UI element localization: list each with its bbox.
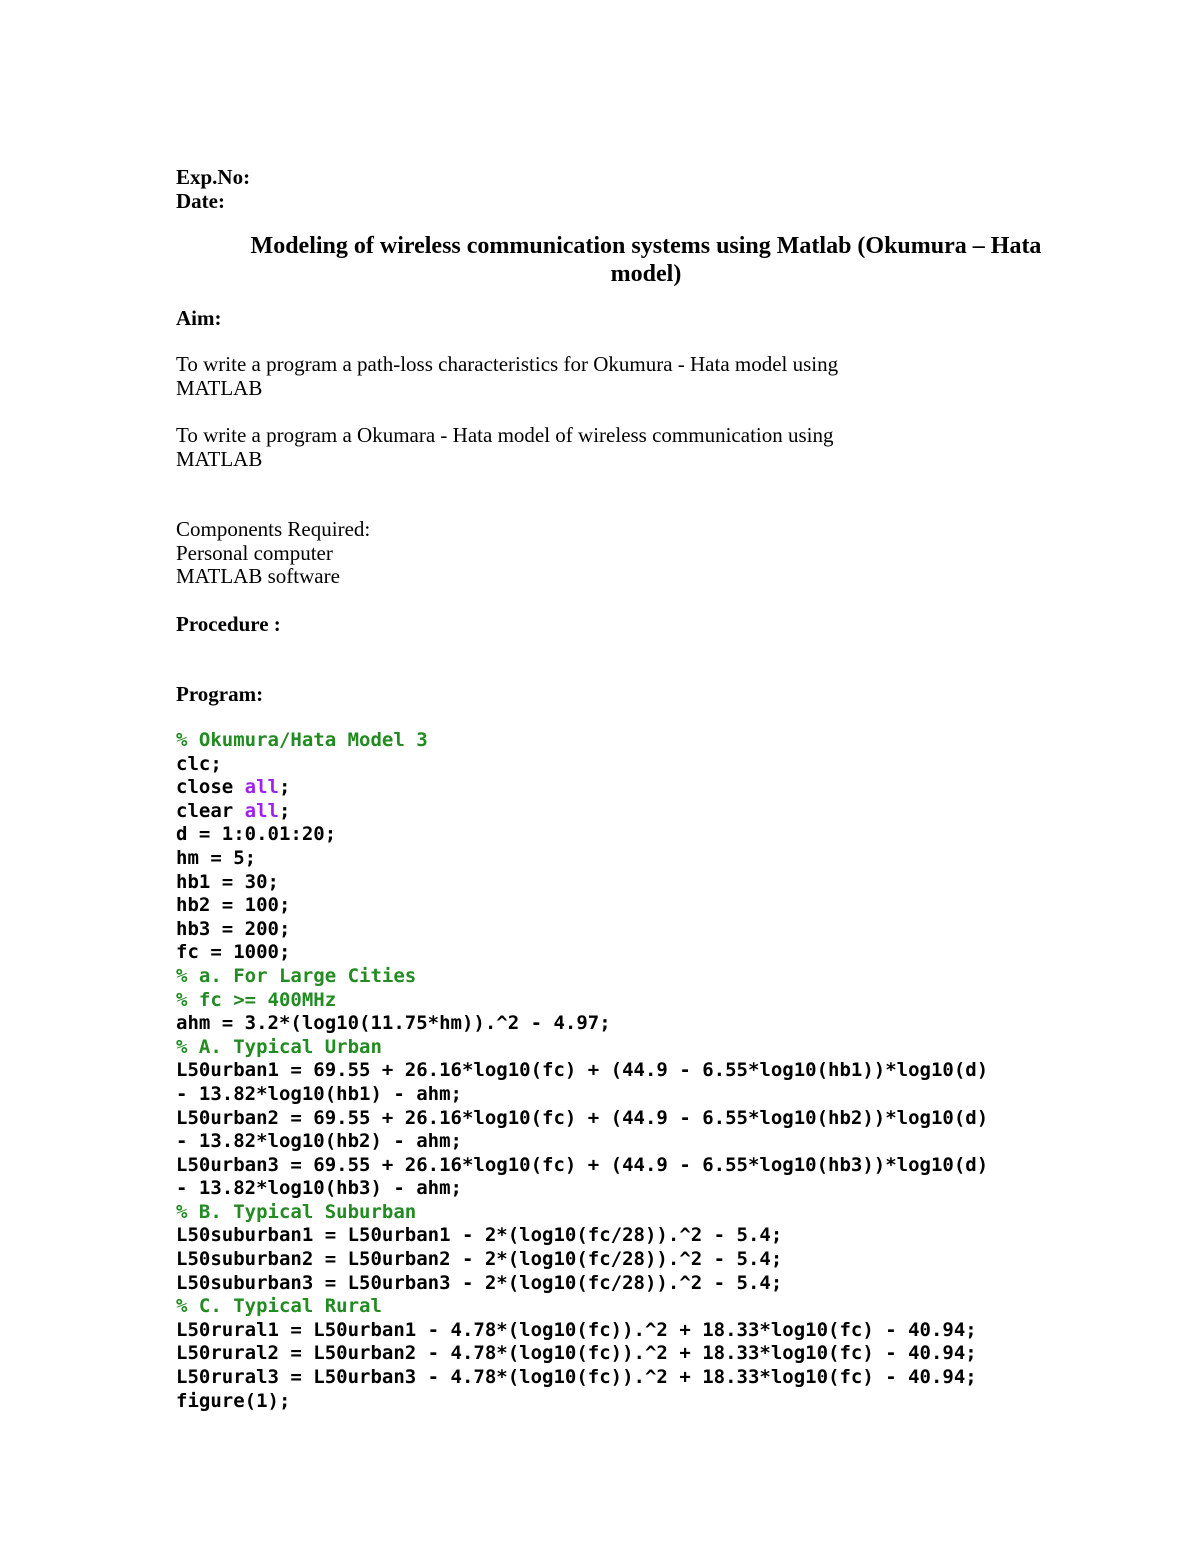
code-text: close xyxy=(176,776,245,799)
code-text: L50urban3 = 69.55 + 26.16*log10(fc) + (44.9 - 6.55*log10(hb3))*log10(d) xyxy=(176,1153,989,1176)
code-text: clc; xyxy=(176,752,222,775)
code-comment: % B. Typical Suburban xyxy=(176,1200,417,1223)
code-line xyxy=(176,1390,988,1414)
components-item: MATLAB software xyxy=(176,564,340,588)
code-line xyxy=(176,1036,988,1060)
code-line xyxy=(176,823,988,847)
code-text: ; xyxy=(278,776,291,799)
code-line xyxy=(176,800,988,824)
date-label: Date: xyxy=(176,189,225,213)
aim-paragraph-1-line-2: MATLAB xyxy=(176,376,263,400)
matlab-code-block xyxy=(176,729,988,1413)
code-text: L50urban1 = 69.55 + 26.16*log10(fc) + (44.9 - 6.55*log10(hb1))*log10(d) xyxy=(176,1059,989,1082)
aim-paragraph-1-line-1: To write a program a path-loss characteristics for Okumura - Hata model using xyxy=(176,352,839,376)
code-text: L50rural1 = L50urban1 - 4.78*(log10(fc)).^2 + 18.33*log10(fc) - 40.94; xyxy=(176,1318,977,1341)
code-keyword: all xyxy=(244,776,279,799)
code-line xyxy=(176,965,988,989)
code-line xyxy=(176,776,988,800)
code-text: L50urban2 = 69.55 + 26.16*log10(fc) + (44.9 - 6.55*log10(hb2))*log10(d) xyxy=(176,1106,989,1129)
code-text: d = 1:0.01:20; xyxy=(176,823,337,846)
code-line xyxy=(176,1342,988,1366)
exp-no-label: Exp.No: xyxy=(176,165,251,189)
code-line xyxy=(176,894,988,918)
code-line xyxy=(176,1201,988,1225)
code-comment: % A. Typical Urban xyxy=(176,1035,382,1058)
aim-heading: Aim: xyxy=(176,306,222,330)
code-line xyxy=(176,989,988,1013)
code-line xyxy=(176,941,988,965)
program-heading: Program: xyxy=(176,682,264,706)
code-line xyxy=(176,1224,988,1248)
code-text: hb2 = 100; xyxy=(176,894,291,917)
code-text: ; xyxy=(278,799,291,822)
code-line xyxy=(176,1154,988,1178)
code-line xyxy=(176,1083,988,1107)
code-line xyxy=(176,729,988,753)
code-text: - 13.82*log10(hb2) - ahm; xyxy=(176,1130,462,1153)
code-line xyxy=(176,1272,988,1296)
code-text: L50rural3 = L50urban3 - 4.78*(log10(fc)).^2 + 18.33*log10(fc) - 40.94; xyxy=(176,1366,977,1389)
code-line xyxy=(176,753,988,777)
code-text: figure(1); xyxy=(176,1389,291,1412)
procedure-heading: Procedure : xyxy=(176,612,281,636)
code-line xyxy=(176,918,988,942)
code-text: L50suburban3 = L50urban3 - 2*(log10(fc/28)).^2 - 5.4; xyxy=(176,1271,783,1294)
code-text: hb3 = 200; xyxy=(176,917,291,940)
aim-paragraph-2-line-2: MATLAB xyxy=(176,447,263,471)
code-text: L50suburban2 = L50urban2 - 2*(log10(fc/28)).^2 - 5.4; xyxy=(176,1248,783,1271)
code-text: fc = 1000; xyxy=(176,941,291,964)
page-title-line2: model) xyxy=(610,261,682,287)
code-text: - 13.82*log10(hb1) - ahm; xyxy=(176,1082,462,1105)
code-comment: % Okumura/Hata Model 3 xyxy=(176,729,428,751)
code-line xyxy=(176,1295,988,1319)
code-line xyxy=(176,1319,988,1343)
code-line xyxy=(176,871,988,895)
code-text: hb1 = 30; xyxy=(176,870,279,893)
code-line xyxy=(176,1248,988,1272)
code-text: L50rural2 = L50urban2 - 4.78*(log10(fc)).^2 + 18.33*log10(fc) - 40.94; xyxy=(176,1342,977,1365)
code-line xyxy=(176,1130,988,1154)
code-keyword: all xyxy=(244,799,279,822)
code-comment: % fc >= 400MHz xyxy=(176,988,337,1011)
code-line xyxy=(176,1177,988,1201)
code-comment: % C. Typical Rural xyxy=(176,1295,382,1318)
code-text: hm = 5; xyxy=(176,846,257,869)
components-item: Personal computer xyxy=(176,541,333,565)
code-text: ahm = 3.2*(log10(11.75*hm)).^2 - 4.97; xyxy=(176,1012,611,1035)
code-line xyxy=(176,1059,988,1083)
components-heading: Components Required: xyxy=(176,517,371,541)
code-text: clear xyxy=(176,799,245,822)
code-line xyxy=(176,1012,988,1036)
page-title-line1: Modeling of wireless communication systems using Matlab (Okumura – Hata xyxy=(250,233,1042,259)
code-text: - 13.82*log10(hb3) - ahm; xyxy=(176,1177,462,1200)
code-text: L50suburban1 = L50urban1 - 2*(log10(fc/28)).^2 - 5.4; xyxy=(176,1224,783,1247)
code-comment: % a. For Large Cities xyxy=(176,964,417,987)
aim-paragraph-2-line-1: To write a program a Okumara - Hata model of wireless communication using xyxy=(176,423,834,447)
code-line xyxy=(176,1366,988,1390)
code-line xyxy=(176,1107,988,1131)
code-line xyxy=(176,847,988,871)
